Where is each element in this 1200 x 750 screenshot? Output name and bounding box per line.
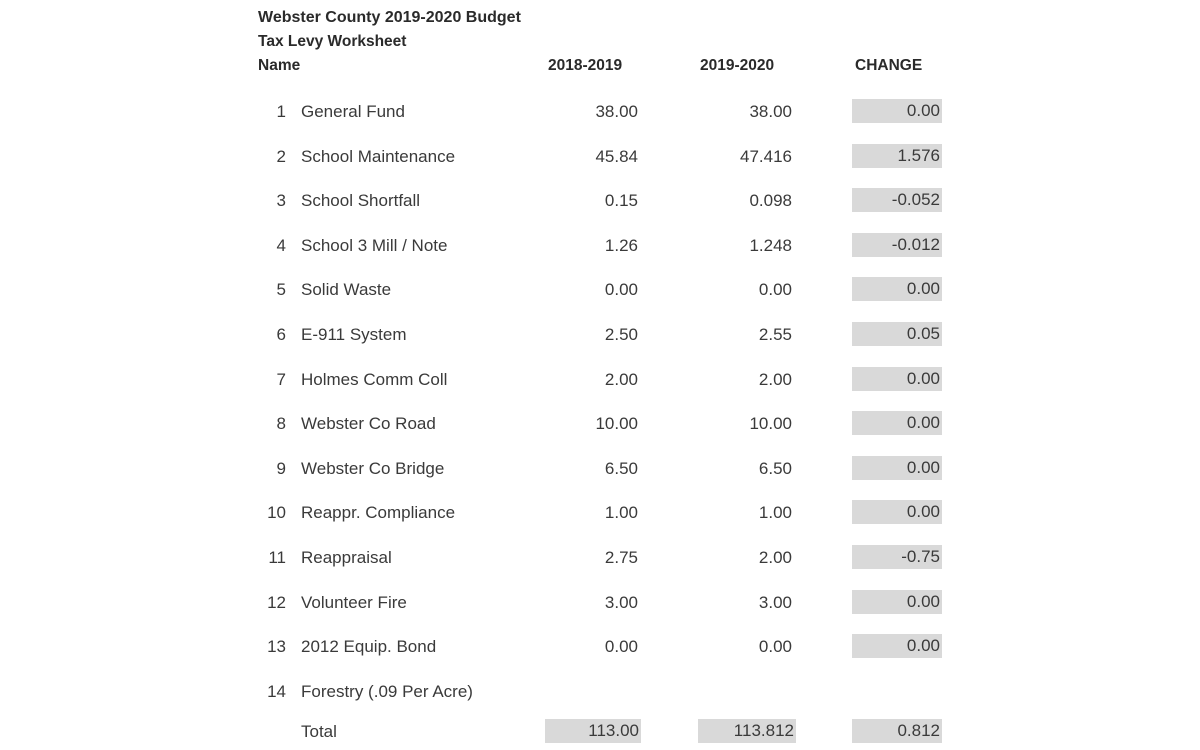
table-row (0, 589, 1200, 619)
value-2018-2019: 3.00 (604, 592, 638, 612)
row-number: 7 (276, 369, 286, 389)
value-2018-2019: 1.26 (604, 235, 638, 255)
row-number: 14 (267, 681, 286, 701)
document-subtitle: Tax Levy Worksheet (258, 33, 407, 50)
row-name: Webster Co Road (301, 414, 436, 434)
table-row (0, 232, 1200, 262)
table-row (0, 187, 1200, 217)
row-name: School Shortfall (301, 191, 421, 211)
row-name: Reappraisal (301, 548, 392, 567)
value-2018-2019: 0.15 (604, 191, 638, 211)
row-number: 5 (276, 280, 286, 300)
value-2018-2019: 6.50 (604, 458, 638, 478)
total-2019-2020: 113.812 (698, 719, 796, 743)
document-title: Webster County 2019-2020 Budget (258, 9, 521, 26)
table-row (0, 455, 1200, 485)
value-2019-2020: 10.00 (749, 414, 792, 434)
column-header-2019-2020: 2019-2020 (700, 57, 775, 74)
row-number: 11 (268, 548, 286, 567)
table-row (0, 678, 1200, 708)
value-2018-2019: 38.00 (595, 102, 638, 121)
table-row (0, 366, 1200, 396)
value-2018-2019: 0.00 (604, 637, 638, 657)
value-2019-2020: 0.098 (749, 191, 792, 211)
row-name: E-911 System (301, 325, 407, 344)
row-name: School 3 Mill / Note (301, 235, 448, 255)
table-row (0, 276, 1200, 306)
total-label: Total (301, 722, 337, 741)
value-change: 0.00 (852, 277, 942, 301)
value-change: 0.00 (852, 590, 942, 614)
row-number: 10 (267, 503, 286, 523)
value-2019-2020: 1.00 (758, 503, 792, 523)
column-header-name: Name (258, 57, 301, 74)
value-change: -0.012 (852, 233, 942, 257)
row-name: Holmes Comm Coll (301, 369, 448, 389)
value-2019-2020: 2.00 (758, 369, 792, 389)
table-row (0, 544, 1200, 574)
column-header-2018-2019: 2018-2019 (548, 57, 623, 74)
row-name: 2012 Equip. Bond (301, 637, 437, 657)
value-change: 0.05 (852, 322, 942, 346)
value-2018-2019: 45.84 (595, 146, 638, 166)
value-2019-2020: 2.55 (758, 325, 792, 344)
value-2018-2019: 2.75 (604, 548, 638, 567)
row-name: School Maintenance (301, 146, 456, 166)
value-change: -0.75 (852, 545, 942, 569)
table-row (0, 410, 1200, 440)
value-2019-2020: 0.00 (758, 637, 792, 657)
row-number: 6 (276, 325, 286, 344)
total-2018-2019: 113.00 (545, 719, 641, 743)
row-number: 12 (267, 592, 286, 612)
value-change: 0.00 (852, 99, 942, 123)
value-2019-2020: 47.416 (740, 146, 792, 166)
value-change: -0.052 (852, 188, 942, 212)
row-number: 3 (276, 191, 286, 211)
value-2018-2019: 1.00 (604, 503, 638, 523)
row-name: Webster Co Bridge (301, 458, 445, 478)
value-2019-2020: 1.248 (749, 235, 792, 255)
value-change: 1.576 (852, 144, 942, 168)
value-2018-2019: 10.00 (595, 414, 638, 434)
value-change: 0.00 (852, 367, 942, 391)
value-change: 0.00 (852, 634, 942, 658)
table-row (0, 143, 1200, 173)
total-row (0, 718, 1200, 748)
value-2019-2020: 0.00 (758, 280, 792, 300)
row-name: Solid Waste (301, 280, 392, 300)
row-name: General Fund (301, 102, 405, 121)
row-number: 13 (267, 637, 286, 657)
row-name: Reappr. Compliance (301, 503, 456, 523)
row-number: 4 (276, 235, 286, 255)
table-row (0, 499, 1200, 529)
value-change: 0.00 (852, 456, 942, 480)
row-number: 9 (276, 458, 286, 478)
total-change: 0.812 (852, 719, 942, 743)
value-2019-2020: 6.50 (758, 458, 792, 478)
table-row (0, 321, 1200, 351)
value-2019-2020: 2.00 (758, 548, 792, 567)
value-2018-2019: 2.50 (604, 325, 638, 344)
value-change: 0.00 (852, 411, 942, 435)
row-name: Forestry (.09 Per Acre) (301, 681, 473, 701)
value-2019-2020: 3.00 (758, 592, 792, 612)
row-number: 2 (276, 146, 286, 166)
row-name: Volunteer Fire (301, 592, 407, 612)
table-row (0, 633, 1200, 663)
table-row (0, 98, 1200, 128)
column-header-change: CHANGE (855, 57, 923, 74)
row-number: 8 (276, 414, 286, 434)
value-change: 0.00 (852, 500, 942, 524)
row-number: 1 (276, 102, 286, 121)
value-2018-2019: 0.00 (604, 280, 638, 300)
value-2018-2019: 2.00 (604, 369, 638, 389)
value-2019-2020: 38.00 (749, 102, 792, 121)
